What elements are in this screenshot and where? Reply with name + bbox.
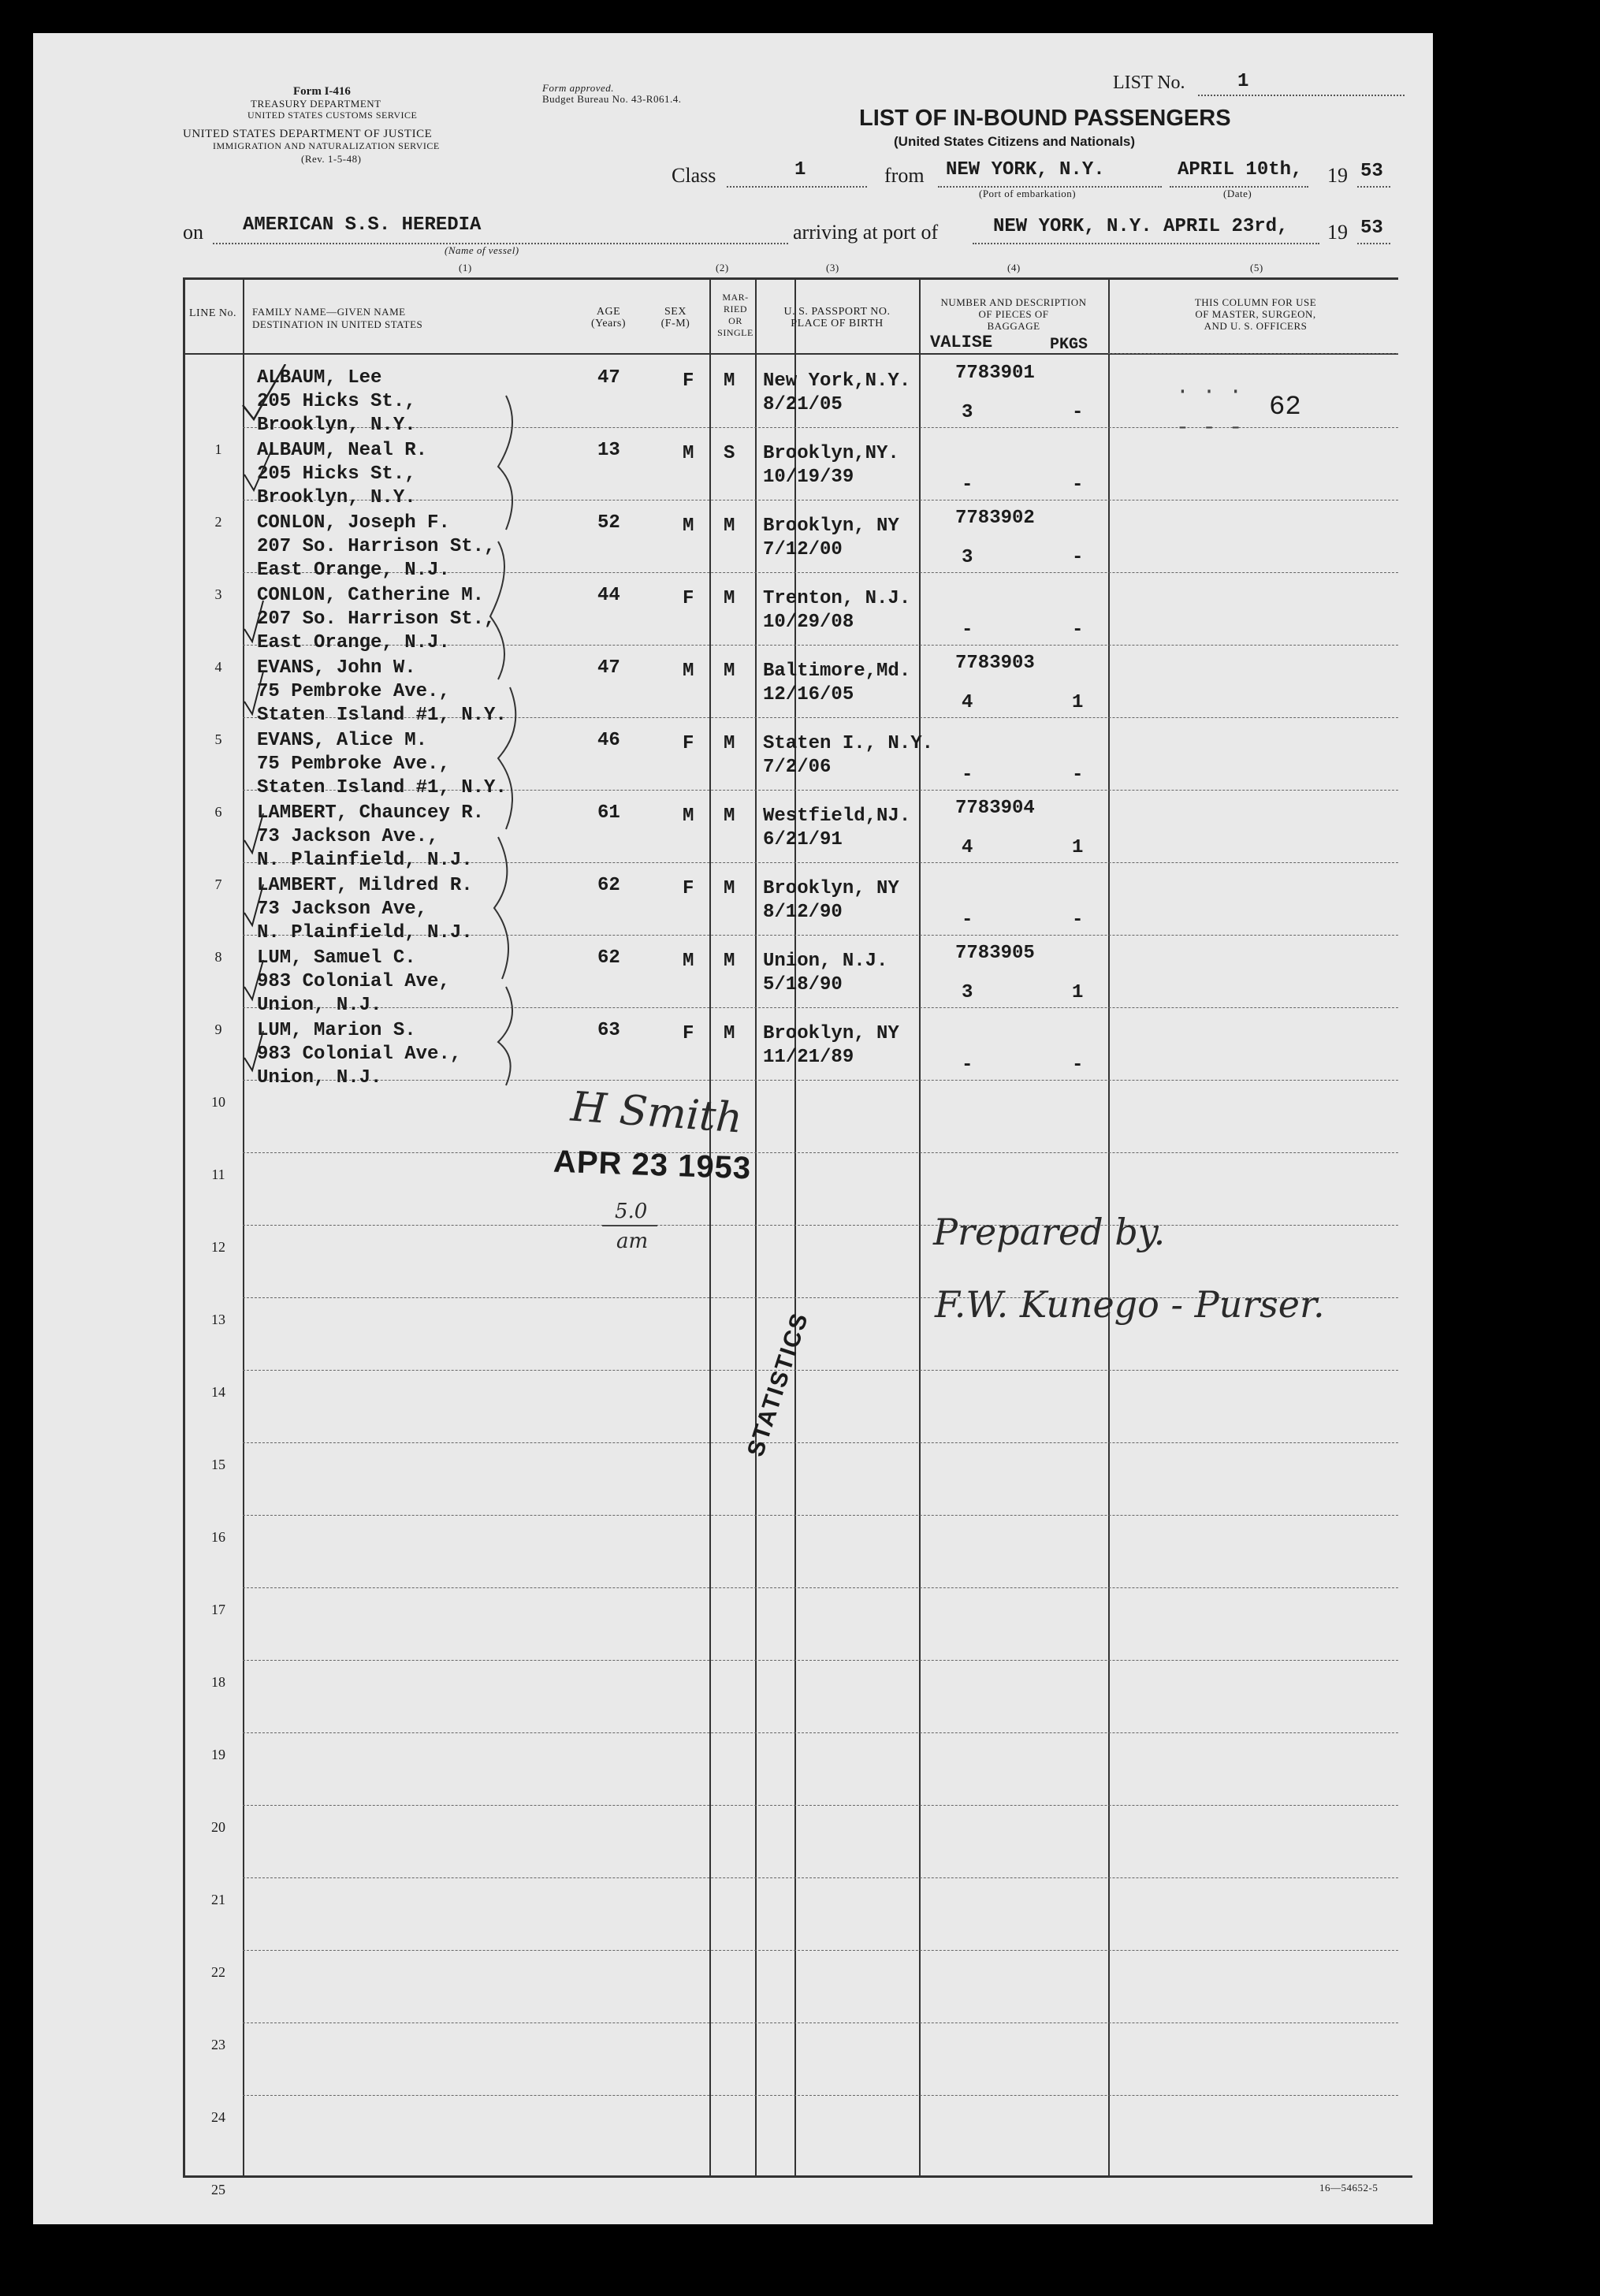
birth-place: Brooklyn, NY xyxy=(763,1023,899,1044)
valise-count: - xyxy=(962,620,973,641)
destination-city: Brooklyn, N.Y. xyxy=(257,487,416,508)
line-number: 14 xyxy=(211,1384,225,1400)
line-number: 23 xyxy=(211,2037,225,2052)
sex: F xyxy=(683,1023,694,1044)
officer-mark: 62 xyxy=(1269,393,1301,422)
age: 46 xyxy=(597,730,620,751)
check-marks xyxy=(240,364,334,1105)
pkgs-count: 1 xyxy=(1072,837,1084,858)
destination-street: 207 So. Harrison St., xyxy=(257,608,496,630)
married-single: M xyxy=(724,733,735,754)
pkgs-count: - xyxy=(1072,620,1084,641)
header-age: AGE (Years) xyxy=(590,306,627,329)
line-number: 17 xyxy=(211,1602,225,1617)
header-pkgs: PKGS xyxy=(1050,336,1088,354)
port-of-embarkation: NEW YORK, N.Y. xyxy=(946,159,1105,180)
line-number: 15 xyxy=(211,1457,225,1472)
line-number: 8 xyxy=(214,949,222,965)
form-approved: Form approved. xyxy=(542,82,615,94)
passenger-name: EVANS, John W. xyxy=(257,657,416,679)
pkgs-count: - xyxy=(1072,474,1084,496)
year-prefix: 19 xyxy=(1327,164,1348,187)
on-label: on xyxy=(183,221,203,244)
header-name-1: FAMILY NAME—GIVEN NAME xyxy=(252,306,406,318)
manifest-page: Form I-416 TREASURY DEPARTMENT UNITED STATES CUSTOMS SERVICE UNITED STATES DEPARTMENT OF JUSTICE IMMIGRATION AND NATURALIZATION SERVICE (Rev. 1-5-48) Form approved. Budget Bureau No. 43-R061.4. LIST No. 1 LIST OF IN-BOUND PASSENGERS (United States Citizens and Nationals) Class 1 from NEW YORK, N.Y. (Port of embarkation) APRIL 10th, (Date) 19 53 on AMERICAN S.S. HEREDIA (Name of vessel) arriving at port of NEW YORK, N.Y. APRIL 23rd, 19 53 (1) (2) (3) (4) (5) LINE No. FAMILY NAME—GIVEN NAME DESTINATION IN UNITED STATES AGE (Years) SEX (F-M) MAR- RIED OR SINGLE U. S. PASSPORT NO. PLACE OF BIRTH NUMBER AND DESCRIPTION OF PIECES OF BAGGAGE VALISE PKGS THIS COLUMN FOR USE OF MASTER, SURGEON, AND U. S. OFFICERS 1 ALBAUM, Lee 205 Hicks St., Brooklyn, N.Y. 47 F M New York,N.Y. 8/21/05 7783901 3 - 2 ALBAUM, Neal R. 205 Hicks St., Brooklyn, N.Y. 13 M S Brooklyn,NY. 10/19/39 - - 3 CONLON, Joseph F. 207 So. Harrison St., East Orange, N.J. 52 M M Brooklyn, NY 7/12/00 7783902 3 - 4 CONLON, Catherine M. 207 So. Harrison St., East Orange, N.J. 44 F M Trenton, N.J. 10/29/08 - - 5 EVANS, John W. 75 Pembroke Ave., Staten Island #1, N.Y. 47 M M Baltimore,Md. 12/16/05 7783903 4 1 6 EVANS, Alice M. 75 Pembroke Ave., Staten Island #1, N.Y. 46 F M Staten I., N.Y. 7/2/06 - - 7 LAMBERT, Chauncey R. 73 Jackson Ave., N. Plainfield, N.J. 61 M M Westfield,NJ. 6/21/91 7783904 4 1 8 LAMBERT, Mildred R. 73 Jackson Ave, N. Plainfield, N.J. 62 F M Brooklyn, NY 8/12/90 - - 9 LUM, Samuel C. 983 Colonial Ave, Union, N.J. 62 M M Union, N.J. 5/18/90 7783905 3 1 10 LUM, Marion S. 983 Colonial Ave., Union, N.J. 63 F M Brooklyn, NY 11/21/89 - - 11 12 13 14 15 16 17 18 19 20 21 22 23 24 25 · · · - - - 62 H Smith APR 23 1953 5.0 am Prepared by. F.W. Kunego - Purser. STATISTICS 16—54652-5 xyxy=(33,33,1433,2224)
birth-date: 10/19/39 xyxy=(763,467,854,488)
destination-street: 983 Colonial Ave., xyxy=(257,1044,462,1065)
treasury-dept: TREASURY DEPARTMENT xyxy=(251,98,381,110)
age: 13 xyxy=(597,440,620,461)
age: 47 xyxy=(597,367,620,389)
list-no-value: 1 xyxy=(1237,71,1249,92)
birth-date: 11/21/89 xyxy=(763,1047,854,1068)
sex: M xyxy=(683,951,694,972)
valise-count: - xyxy=(962,1055,973,1076)
birth-date: 10/29/08 xyxy=(763,612,854,633)
customs-service: UNITED STATES CUSTOMS SERVICE xyxy=(247,110,418,121)
line-number: 22 xyxy=(211,1964,225,1980)
valise-count: 3 xyxy=(962,402,973,423)
valise-count: - xyxy=(962,765,973,786)
revision: (Rev. 1-5-48) xyxy=(301,153,362,165)
married-single: M xyxy=(724,370,735,392)
form-print-code: 16—54652-5 xyxy=(1319,2182,1379,2194)
birth-place: New York,N.Y. xyxy=(763,370,911,392)
birth-date: 12/16/05 xyxy=(763,684,854,705)
destination-street: 73 Jackson Ave, xyxy=(257,899,428,920)
line-number: 6 xyxy=(214,804,222,820)
age: 63 xyxy=(597,1020,620,1041)
birth-date: 7/2/06 xyxy=(763,757,832,778)
line-number: 4 xyxy=(214,659,222,675)
age: 62 xyxy=(597,947,620,969)
line-number: 2 xyxy=(214,514,222,530)
passenger-name: ALBAUM, Neal R. xyxy=(257,440,428,461)
destination-city: N. Plainfield, N.J. xyxy=(257,922,473,943)
valise-count: - xyxy=(962,910,973,931)
line-number: 7 xyxy=(214,876,222,892)
destination-street: 73 Jackson Ave., xyxy=(257,826,439,847)
passenger-name: LUM, Marion S. xyxy=(257,1020,416,1041)
destination-city: East Orange, N.J. xyxy=(257,560,450,581)
list-no-label: LIST No. xyxy=(1113,73,1185,93)
destination-city: N. Plainfield, N.J. xyxy=(257,850,473,871)
line-number: 24 xyxy=(211,2109,225,2125)
sex: M xyxy=(683,443,694,464)
age: 61 xyxy=(597,802,620,824)
header-officers-use: THIS COLUMN FOR USE OF MASTER, SURGEON, AND U. S. OFFICERS xyxy=(1194,296,1317,332)
prepared-by: Prepared by. xyxy=(933,1211,1166,1253)
arriving-label: arriving at port of xyxy=(793,221,939,244)
birth-date: 6/21/91 xyxy=(763,829,843,850)
header-married-single: MAR- RIED OR SINGLE xyxy=(717,292,753,338)
header-sex: SEX (F-M) xyxy=(660,306,690,329)
valise-count: 4 xyxy=(962,837,973,858)
time-note-bottom: am xyxy=(616,1230,649,1253)
sex: M xyxy=(683,515,694,537)
passenger-name: LUM, Samuel C. xyxy=(257,947,416,969)
from-label: from xyxy=(884,164,925,187)
age: 47 xyxy=(597,657,620,679)
age: 62 xyxy=(597,875,620,896)
header-passport: U. S. PASSPORT NO. PLACE OF BIRTH xyxy=(783,306,891,329)
sex: F xyxy=(683,878,694,899)
line-number: 10 xyxy=(211,1094,225,1110)
embarkation-date: APRIL 10th, xyxy=(1178,159,1303,180)
family-brackets xyxy=(474,364,545,1089)
header-baggage: NUMBER AND DESCRIPTION OF PIECES OF BAGGAGE xyxy=(940,296,1087,332)
port-caption: (Port of embarkation) xyxy=(979,188,1077,199)
form-subtitle: (United States Citizens and Nationals) xyxy=(894,134,1136,149)
birth-date: 5/18/90 xyxy=(763,974,843,995)
valise-count: - xyxy=(962,474,973,496)
passenger-name: EVANS, Alice M. xyxy=(257,730,428,751)
line-number: 1 xyxy=(214,441,222,457)
birth-place: Brooklyn,NY. xyxy=(763,443,899,464)
birth-place: Brooklyn, NY xyxy=(763,878,899,899)
married-single: M xyxy=(724,661,735,682)
destination-street: 75 Pembroke Ave., xyxy=(257,754,450,775)
form-title: LIST OF IN-BOUND PASSENGERS xyxy=(859,106,1231,131)
year-value: 53 xyxy=(1360,161,1383,182)
birth-place: Trenton, N.J. xyxy=(763,588,911,609)
column-number-3: (3) xyxy=(826,262,839,274)
date-stamp: APR 23 1953 xyxy=(553,1144,752,1186)
pkgs-count: - xyxy=(1072,910,1084,931)
destination-city: Staten Island #1, N.Y. xyxy=(257,777,507,798)
destination-street: 205 Hicks St., xyxy=(257,391,416,412)
passenger-name: LAMBERT, Chauncey R. xyxy=(257,802,485,824)
pkgs-count: 1 xyxy=(1072,982,1084,1003)
sex: M xyxy=(683,806,694,827)
birth-date: 8/12/90 xyxy=(763,902,843,923)
column-number-4: (4) xyxy=(1007,262,1021,274)
destination-city: Staten Island #1, N.Y. xyxy=(257,705,507,726)
ins-service: IMMIGRATION AND NATURALIZATION SERVICE xyxy=(213,140,440,151)
destination-street: 205 Hicks St., xyxy=(257,463,416,485)
line-number: 25 xyxy=(211,2182,225,2197)
birth-place: Staten I., N.Y. xyxy=(763,733,934,754)
sex: F xyxy=(683,370,694,392)
valise-count: 3 xyxy=(962,982,973,1003)
married-single: M xyxy=(724,806,735,827)
line-number: 9 xyxy=(214,1021,222,1037)
destination-city: Union, N.J. xyxy=(257,1067,382,1088)
header-valise: VALISE xyxy=(930,333,993,352)
valise-count: 4 xyxy=(962,692,973,713)
passenger-name: CONLON, Joseph F. xyxy=(257,512,450,534)
destination-street: 75 Pembroke Ave., xyxy=(257,681,450,702)
vessel-name: AMERICAN S.S. HEREDIA xyxy=(243,214,482,236)
header-name-2: DESTINATION IN UNITED STATES xyxy=(252,318,423,330)
valise-count: 3 xyxy=(962,547,973,568)
line-number: 16 xyxy=(211,1529,225,1545)
birth-place: Baltimore,Md. xyxy=(763,661,911,682)
age: 52 xyxy=(597,512,620,534)
line-number: 5 xyxy=(214,731,222,747)
valise-number: 7783904 xyxy=(955,798,1035,819)
destination-city: East Orange, N.J. xyxy=(257,632,450,653)
budget-bureau: Budget Bureau No. 43-R061.4. xyxy=(542,93,682,105)
married-single: M xyxy=(724,515,735,537)
passenger-name: CONLON, Catherine M. xyxy=(257,585,485,606)
date-caption: (Date) xyxy=(1223,188,1252,199)
pkgs-count: - xyxy=(1072,765,1084,786)
sex: F xyxy=(683,733,694,754)
arrival-year-value: 53 xyxy=(1360,218,1383,239)
destination-street: 983 Colonial Ave, xyxy=(257,971,450,992)
pkgs-count: - xyxy=(1072,547,1084,568)
passenger-name: ALBAUM, Lee xyxy=(257,367,382,389)
pkgs-count: - xyxy=(1072,402,1084,423)
line-number: 12 xyxy=(211,1239,225,1255)
valise-number: 7783901 xyxy=(955,363,1035,384)
sex: F xyxy=(683,588,694,609)
married-single: S xyxy=(724,443,735,464)
pkgs-count: - xyxy=(1072,1055,1084,1076)
header-line-no: LINE No. xyxy=(189,307,236,319)
married-single: M xyxy=(724,878,735,899)
birth-date: 7/12/00 xyxy=(763,539,843,560)
column-number-2: (2) xyxy=(716,262,729,274)
valise-number: 7783902 xyxy=(955,508,1035,529)
age: 44 xyxy=(597,585,620,606)
arrival-year-prefix: 19 xyxy=(1327,221,1348,244)
birth-place: Brooklyn, NY xyxy=(763,515,899,537)
line-number: 21 xyxy=(211,1892,225,1907)
class-label: Class xyxy=(672,164,716,187)
pkgs-count: 1 xyxy=(1072,692,1084,713)
married-single: M xyxy=(724,951,735,972)
birth-place: Union, N.J. xyxy=(763,951,888,972)
column-number-5: (5) xyxy=(1250,262,1263,274)
line-number: 11 xyxy=(211,1167,225,1182)
line-number: 13 xyxy=(211,1312,225,1327)
vessel-caption: (Name of vessel) xyxy=(445,244,519,256)
line-number: 20 xyxy=(211,1819,225,1835)
destination-city: Brooklyn, N.Y. xyxy=(257,415,416,436)
valise-number: 7783905 xyxy=(955,943,1035,964)
destination-city: Union, N.J. xyxy=(257,995,382,1016)
valise-number: 7783903 xyxy=(955,653,1035,674)
destination-street: 207 So. Harrison St., xyxy=(257,536,496,557)
time-note-top: 5.0 xyxy=(615,1200,648,1223)
line-number: 18 xyxy=(211,1674,225,1690)
passenger-name: LAMBERT, Mildred R. xyxy=(257,875,473,896)
inspector-signature: H Smith xyxy=(569,1083,744,1143)
sex: M xyxy=(683,661,694,682)
class-value: 1 xyxy=(794,159,806,180)
arrival-port-date: NEW YORK, N.Y. APRIL 23rd, xyxy=(993,216,1289,237)
married-single: M xyxy=(724,1023,735,1044)
line-number: 3 xyxy=(214,586,222,602)
birth-place: Westfield,NJ. xyxy=(763,806,911,827)
purser-signature: F.W. Kunego - Purser. xyxy=(935,1283,1325,1326)
birth-date: 8/21/05 xyxy=(763,394,843,415)
statistics-stamp: STATISTICS xyxy=(742,1308,814,1461)
justice-dept: UNITED STATES DEPARTMENT OF JUSTICE xyxy=(183,128,433,140)
line-number: 19 xyxy=(211,1747,225,1762)
form-number: Form I-416 xyxy=(293,85,351,98)
column-number-1: (1) xyxy=(459,262,472,274)
married-single: M xyxy=(724,588,735,609)
